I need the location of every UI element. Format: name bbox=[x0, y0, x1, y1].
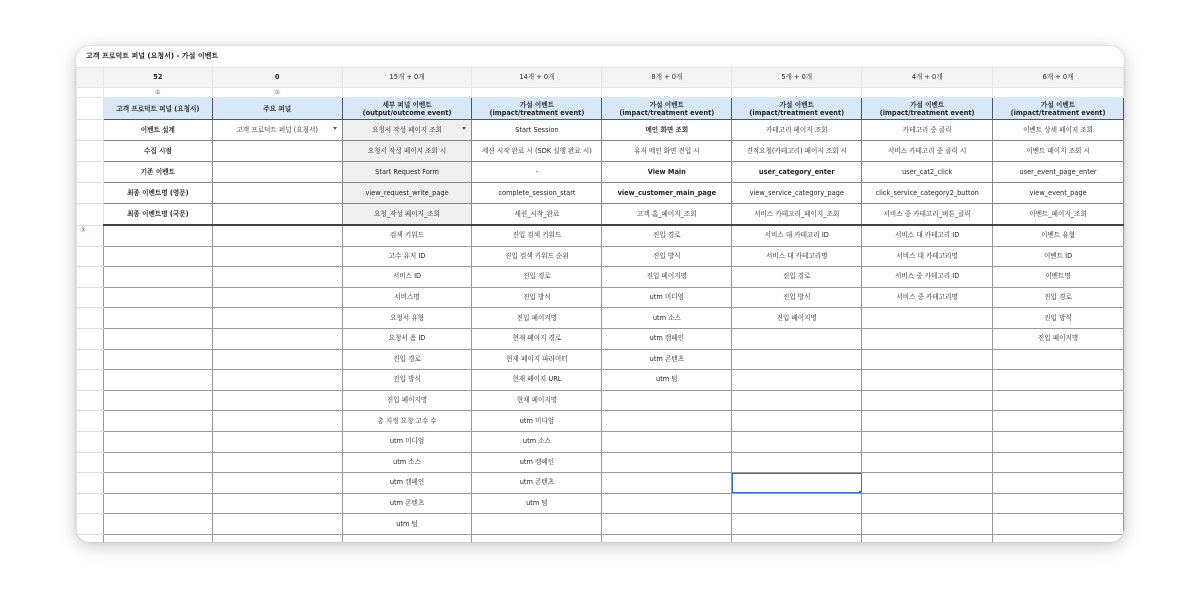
attribute-cell[interactable]: utm 미디엄 bbox=[342, 431, 472, 452]
label-cell[interactable] bbox=[103, 370, 212, 391]
attribute-cell[interactable]: 진입 방식 bbox=[732, 287, 862, 308]
count-cell[interactable]: 14개 + 0개 bbox=[472, 68, 602, 88]
event-row bbox=[77, 183, 1124, 204]
attribute-cell[interactable] bbox=[602, 473, 732, 494]
header-cell[interactable]: 주요 퍼널 bbox=[212, 98, 342, 120]
attribute-cell[interactable]: 진입 페이지명 bbox=[732, 308, 862, 329]
attribute-cell[interactable] bbox=[862, 308, 993, 329]
section-marker: ③ bbox=[80, 225, 86, 234]
event-cell[interactable]: complete_session_start bbox=[472, 183, 602, 204]
attribute-cell[interactable]: utm 소스 bbox=[472, 431, 602, 452]
attribute-cell[interactable] bbox=[602, 390, 732, 411]
event-cell[interactable]: Start Request Form bbox=[342, 162, 472, 183]
event-cell[interactable]: 서비스 카테고리_페이지_조회 bbox=[732, 204, 862, 226]
attribute-row bbox=[77, 225, 1124, 246]
attribute-cell[interactable] bbox=[862, 390, 993, 411]
attribute-cell[interactable]: 서비스 중 카테고리명 bbox=[862, 287, 993, 308]
attribute-cell[interactable]: 진입 방식 bbox=[472, 287, 602, 308]
gutter-cell bbox=[77, 162, 104, 183]
attribute-cell[interactable] bbox=[732, 534, 862, 542]
attribute-cell[interactable]: 고수 유저 ID bbox=[342, 246, 472, 267]
attribute-row bbox=[77, 370, 1124, 391]
event-row bbox=[77, 162, 1124, 183]
attribute-cell[interactable]: utm 텀 bbox=[472, 493, 602, 514]
attribute-row bbox=[77, 390, 1124, 411]
attribute-cell[interactable]: utm 캠페인 bbox=[472, 452, 602, 473]
attribute-cell[interactable] bbox=[993, 431, 1124, 452]
count-cell[interactable]: 5개 + 0개 bbox=[732, 68, 862, 88]
blank-cell[interactable] bbox=[342, 88, 472, 98]
marker-2: ② bbox=[212, 88, 342, 98]
attribute-cell[interactable]: utm 콘텐츠 bbox=[342, 493, 472, 514]
attribute-row bbox=[77, 514, 1124, 535]
fill-handle[interactable] bbox=[859, 491, 862, 494]
attribute-cell[interactable] bbox=[602, 452, 732, 473]
attribute-cell[interactable]: 진입 페이지명 bbox=[472, 308, 602, 329]
attribute-cell[interactable]: 진입 경로 bbox=[602, 225, 732, 246]
attribute-cell[interactable] bbox=[732, 452, 862, 473]
attribute-cell[interactable] bbox=[862, 493, 993, 514]
count-cell[interactable]: 52 bbox=[103, 68, 212, 88]
attribute-cell[interactable]: 이벤트명 bbox=[993, 267, 1124, 288]
gutter-cell bbox=[77, 370, 104, 391]
marker-row bbox=[77, 88, 1124, 98]
attribute-cell[interactable]: 현재 페이지 URL bbox=[472, 370, 602, 391]
event-cell[interactable]: 메인 화면 조회 bbox=[602, 120, 732, 141]
funnel-cell[interactable] bbox=[212, 308, 342, 329]
funnel-cell[interactable] bbox=[212, 431, 342, 452]
funnel-cell[interactable] bbox=[212, 246, 342, 267]
header-cell[interactable]: 가설 이벤트 (impact/treatment event) bbox=[993, 98, 1124, 120]
attribute-cell[interactable]: 서비스 대 카테고리 ID bbox=[862, 225, 993, 246]
attribute-cell[interactable]: utm 캠페인 bbox=[342, 473, 472, 494]
event-cell[interactable]: 카테고리 중 클릭 bbox=[862, 120, 993, 141]
marker-1: ① bbox=[103, 88, 212, 98]
attribute-cell[interactable]: 서비스 ID bbox=[342, 267, 472, 288]
funnel-cell[interactable] bbox=[212, 349, 342, 370]
label-cell[interactable] bbox=[103, 431, 212, 452]
attribute-cell[interactable] bbox=[993, 493, 1124, 514]
header-cell[interactable]: 고객 프로덕트 퍼널 (요청서) bbox=[103, 98, 212, 120]
attribute-row bbox=[77, 431, 1124, 452]
funnel-cell[interactable] bbox=[212, 287, 342, 308]
attribute-cell[interactable]: 진입 경로 bbox=[732, 267, 862, 288]
event-grid bbox=[76, 67, 1124, 542]
attribute-cell[interactable] bbox=[993, 534, 1124, 542]
attribute-cell[interactable] bbox=[602, 534, 732, 542]
attribute-cell[interactable]: 진입 경로 bbox=[472, 267, 602, 288]
header-cell[interactable]: 가설 이벤트 (impact/treatment event) bbox=[732, 98, 862, 120]
event-cell[interactable]: 이벤트_페이지_조회 bbox=[993, 204, 1124, 226]
attribute-cell[interactable] bbox=[862, 328, 993, 349]
attribute-row bbox=[77, 411, 1124, 432]
event-cell[interactable]: view_customer_main_page bbox=[602, 183, 732, 204]
gutter-cell bbox=[77, 225, 104, 246]
attribute-cell[interactable] bbox=[862, 473, 993, 494]
gutter-cell bbox=[77, 287, 104, 308]
attribute-cell[interactable] bbox=[732, 370, 862, 391]
event-cell[interactable]: View Main bbox=[602, 162, 732, 183]
blank-cell[interactable] bbox=[602, 88, 732, 98]
event-cell[interactable]: user_cat2_click bbox=[862, 162, 993, 183]
event-row bbox=[77, 204, 1124, 226]
row-label[interactable]: 최종 이벤트명 (영문) bbox=[103, 183, 212, 204]
attribute-cell[interactable]: 진입 방식 bbox=[342, 370, 472, 391]
row-label[interactable]: 기존 이벤트 bbox=[103, 162, 212, 183]
gutter-cell bbox=[77, 390, 104, 411]
event-cell[interactable]: click_service_category2_button bbox=[862, 183, 993, 204]
attribute-cell[interactable] bbox=[732, 328, 862, 349]
event-cell[interactable]: 이벤트 페이지 조회 시 bbox=[993, 141, 1124, 162]
gutter-cell bbox=[77, 120, 104, 141]
attribute-row bbox=[77, 493, 1124, 514]
label-cell[interactable] bbox=[103, 514, 212, 535]
attribute-cell[interactable] bbox=[602, 431, 732, 452]
gutter-cell bbox=[77, 68, 104, 88]
attribute-cell[interactable]: utm 소스 bbox=[342, 452, 472, 473]
event-cell[interactable]: 세션_시작_완료 bbox=[472, 204, 602, 226]
attribute-cell[interactable]: 진입 페이지명 bbox=[993, 328, 1124, 349]
attribute-cell[interactable]: 서비스 대 카테고리명 bbox=[862, 246, 993, 267]
sheet-title: 고객 프로덕트 퍼널 (요청서) - 가설 이벤트 bbox=[86, 52, 219, 60]
attribute-cell[interactable]: 서비스 중 카테고리 ID bbox=[862, 267, 993, 288]
header-cell[interactable]: 세부 퍼널 이벤트 (output/outcome event) bbox=[342, 98, 472, 120]
gutter-cell bbox=[77, 183, 104, 204]
funnel-cell[interactable] bbox=[212, 370, 342, 391]
attribute-cell[interactable]: 서비스명 bbox=[342, 287, 472, 308]
gutter-cell bbox=[77, 328, 104, 349]
attribute-row bbox=[77, 267, 1124, 288]
header-row bbox=[77, 98, 1124, 120]
attribute-row bbox=[77, 308, 1124, 329]
gutter-cell bbox=[77, 534, 104, 542]
funnel-cell[interactable] bbox=[212, 473, 342, 494]
attribute-cell[interactable]: 진입 페이지명 bbox=[342, 390, 472, 411]
label-cell[interactable] bbox=[103, 473, 212, 494]
event-cell[interactable]: user_event_page_enter bbox=[993, 162, 1124, 183]
row-label[interactable]: 수집 시점 bbox=[103, 141, 212, 162]
attribute-cell[interactable]: utm 텀 bbox=[602, 370, 732, 391]
count-cell[interactable]: 0 bbox=[212, 68, 342, 88]
label-cell[interactable] bbox=[103, 390, 212, 411]
event-cell[interactable]: user_category_enter bbox=[732, 162, 862, 183]
attribute-cell[interactable]: utm 텀 bbox=[342, 514, 472, 535]
label-cell[interactable] bbox=[103, 452, 212, 473]
attribute-cell[interactable] bbox=[993, 370, 1124, 391]
attribute-cell[interactable]: 서비스 대 카테고리 ID bbox=[732, 225, 862, 246]
gutter-cell bbox=[77, 98, 104, 120]
attribute-cell[interactable] bbox=[732, 390, 862, 411]
funnel-cell[interactable] bbox=[212, 267, 342, 288]
attribute-cell[interactable]: 진입 방식 bbox=[602, 246, 732, 267]
label-cell[interactable] bbox=[103, 287, 212, 308]
label-cell[interactable] bbox=[103, 225, 212, 246]
attribute-cell[interactable]: 진입 경로 bbox=[993, 287, 1124, 308]
attribute-row bbox=[77, 246, 1124, 267]
attribute-cell[interactable] bbox=[732, 514, 862, 535]
event-cell[interactable]: view_service_category_page bbox=[732, 183, 862, 204]
attribute-row bbox=[77, 328, 1124, 349]
attribute-cell[interactable]: 진입 페이지명 bbox=[602, 267, 732, 288]
attribute-row bbox=[77, 534, 1124, 542]
attribute-cell[interactable]: 현재 페이지 경로 bbox=[472, 328, 602, 349]
row-label[interactable]: 이벤트 설계 bbox=[103, 120, 212, 141]
attribute-row bbox=[77, 349, 1124, 370]
event-cell[interactable]: view_request_write_page bbox=[342, 183, 472, 204]
event-cell[interactable]: 고객 프로덕트 퍼널 (요청서) bbox=[212, 120, 342, 141]
header-cell[interactable]: 가설 이벤트 (impact/treatment event) bbox=[602, 98, 732, 120]
attribute-cell[interactable] bbox=[602, 493, 732, 514]
event-cell[interactable]: 유저 메인 화면 진입 시 bbox=[602, 141, 732, 162]
event-cell[interactable] bbox=[212, 204, 342, 226]
attribute-cell[interactable] bbox=[862, 514, 993, 535]
chevron-down-icon[interactable] bbox=[333, 127, 337, 130]
attribute-cell[interactable] bbox=[993, 390, 1124, 411]
gutter-cell bbox=[77, 141, 104, 162]
gutter-cell bbox=[77, 473, 104, 494]
attribute-row bbox=[77, 473, 1124, 494]
attribute-cell[interactable]: utm 콘텐츠 bbox=[472, 473, 602, 494]
attribute-cell[interactable]: 서비스 대 카테고리명 bbox=[732, 246, 862, 267]
event-cell[interactable]: 서비스 중 카테고리_버튼_클릭 bbox=[862, 204, 993, 226]
label-cell[interactable] bbox=[103, 493, 212, 514]
blank-cell[interactable] bbox=[862, 88, 993, 98]
count-cell[interactable]: 6개 + 0개 bbox=[993, 68, 1124, 88]
row-label[interactable]: 최종 이벤트명 (국문) bbox=[103, 204, 212, 226]
attribute-cell[interactable] bbox=[993, 514, 1124, 535]
attribute-cell[interactable] bbox=[732, 431, 862, 452]
event-cell[interactable]: view_event_page bbox=[993, 183, 1124, 204]
attribute-cell[interactable]: 진입 검색 키워드 bbox=[472, 225, 602, 246]
attribute-cell[interactable] bbox=[602, 411, 732, 432]
attribute-cell[interactable]: 총 지정 요청 고수 수 bbox=[342, 411, 472, 432]
attribute-cell[interactable] bbox=[993, 473, 1124, 494]
attribute-cell[interactable] bbox=[732, 493, 862, 514]
funnel-cell[interactable] bbox=[212, 390, 342, 411]
attribute-cell[interactable]: 진입 경로 bbox=[342, 349, 472, 370]
attribute-cell[interactable] bbox=[862, 411, 993, 432]
funnel-cell[interactable] bbox=[212, 225, 342, 246]
count-cell[interactable]: 4개 + 0개 bbox=[862, 68, 993, 88]
gutter-cell bbox=[77, 88, 104, 98]
event-cell[interactable]: 카테고리 페이지 조회 bbox=[732, 120, 862, 141]
attribute-cell[interactable] bbox=[862, 534, 993, 542]
attribute-row bbox=[77, 287, 1124, 308]
funnel-cell[interactable] bbox=[212, 514, 342, 535]
attribute-cell[interactable]: 요청서 유형 bbox=[342, 308, 472, 329]
blank-cell[interactable] bbox=[472, 88, 602, 98]
funnel-cell[interactable] bbox=[212, 452, 342, 473]
label-cell[interactable] bbox=[103, 349, 212, 370]
event-cell[interactable]: 서비스 카테고리 중 클릭 시 bbox=[862, 141, 993, 162]
attribute-cell[interactable] bbox=[732, 349, 862, 370]
event-cell[interactable]: 견적요청(카테고리) 페이지 조회 시 bbox=[732, 141, 862, 162]
attribute-cell[interactable] bbox=[993, 411, 1124, 432]
gutter-cell bbox=[77, 514, 104, 535]
gutter-cell bbox=[77, 308, 104, 329]
attribute-cell[interactable] bbox=[862, 370, 993, 391]
gutter-cell bbox=[77, 452, 104, 473]
attribute-cell[interactable] bbox=[472, 534, 602, 542]
event-cell[interactable]: 요청_작성 페이지_조회 bbox=[342, 204, 472, 226]
attribute-cell[interactable] bbox=[862, 431, 993, 452]
attribute-cell[interactable]: utm 콘텐츠 bbox=[602, 349, 732, 370]
count-cell[interactable]: 8개 + 0개 bbox=[602, 68, 732, 88]
label-cell[interactable] bbox=[103, 411, 212, 432]
spreadsheet-frame bbox=[76, 46, 1124, 542]
label-cell[interactable] bbox=[103, 328, 212, 349]
blank-cell[interactable] bbox=[732, 88, 862, 98]
event-cell[interactable]: 요청서 작성 페이지 조회 bbox=[342, 120, 472, 141]
attribute-cell[interactable] bbox=[993, 349, 1124, 370]
funnel-cell[interactable] bbox=[212, 411, 342, 432]
label-cell[interactable] bbox=[103, 267, 212, 288]
gutter-cell bbox=[77, 411, 104, 432]
attribute-cell[interactable]: utm 미디엄 bbox=[472, 411, 602, 432]
label-cell[interactable] bbox=[103, 246, 212, 267]
event-cell[interactable] bbox=[212, 183, 342, 204]
gutter-cell bbox=[77, 267, 104, 288]
attribute-cell[interactable]: 이벤트 ID bbox=[993, 246, 1124, 267]
attribute-cell[interactable]: utm 소스 bbox=[602, 308, 732, 329]
attribute-cell[interactable] bbox=[862, 349, 993, 370]
funnel-cell[interactable] bbox=[212, 534, 342, 542]
event-row bbox=[77, 141, 1124, 162]
attribute-cell[interactable]: utm 캠페인 bbox=[602, 328, 732, 349]
attribute-cell[interactable]: 요청서 폼 ID bbox=[342, 328, 472, 349]
attribute-cell[interactable] bbox=[342, 534, 472, 542]
event-cell[interactable]: 고객 홈_페이지_조회 bbox=[602, 204, 732, 226]
header-cell[interactable]: 가설 이벤트 (impact/treatment event) bbox=[862, 98, 993, 120]
header-cell[interactable]: 가설 이벤트 (impact/treatment event) bbox=[472, 98, 602, 120]
blank-cell[interactable] bbox=[993, 88, 1124, 98]
count-row bbox=[77, 68, 1124, 88]
chevron-down-icon[interactable] bbox=[462, 127, 466, 130]
attribute-row bbox=[77, 452, 1124, 473]
event-cell[interactable]: 이벤트 상세 페이지 조회 bbox=[993, 120, 1124, 141]
attribute-cell[interactable]: 진입 검색 키워드 순위 bbox=[472, 246, 602, 267]
attribute-cell[interactable]: 이벤트 유형 bbox=[993, 225, 1124, 246]
gutter-cell bbox=[77, 246, 104, 267]
attribute-cell[interactable] bbox=[993, 452, 1124, 473]
funnel-cell[interactable] bbox=[212, 493, 342, 514]
gutter-cell bbox=[77, 204, 104, 226]
attribute-cell[interactable]: 진입 방식 bbox=[993, 308, 1124, 329]
attribute-cell[interactable]: 현재 페이지명 bbox=[472, 390, 602, 411]
event-cell[interactable] bbox=[212, 162, 342, 183]
event-cell[interactable] bbox=[212, 141, 342, 162]
attribute-cell[interactable]: 검색 키워드 bbox=[342, 225, 472, 246]
attribute-cell[interactable] bbox=[862, 452, 993, 473]
event-cell[interactable]: - bbox=[472, 162, 602, 183]
event-cell[interactable]: Start Session bbox=[472, 120, 602, 141]
attribute-cell[interactable] bbox=[472, 514, 602, 535]
gutter-cell bbox=[77, 349, 104, 370]
event-cell[interactable]: 세션 시작 완료 시 (SDK 실행 완료 시) bbox=[472, 141, 602, 162]
funnel-cell[interactable] bbox=[212, 328, 342, 349]
attribute-cell[interactable] bbox=[602, 514, 732, 535]
attribute-cell[interactable] bbox=[732, 411, 862, 432]
count-cell[interactable]: 15개 + 0개 bbox=[342, 68, 472, 88]
selected-cell[interactable] bbox=[732, 473, 862, 494]
event-row bbox=[77, 120, 1124, 141]
label-cell[interactable] bbox=[103, 534, 212, 542]
attribute-cell[interactable]: utm 미디엄 bbox=[602, 287, 732, 308]
attribute-cell[interactable]: 현재 페이지 파라미터 bbox=[472, 349, 602, 370]
gutter-cell bbox=[77, 493, 104, 514]
label-cell[interactable] bbox=[103, 308, 212, 329]
gutter-cell bbox=[77, 431, 104, 452]
event-cell[interactable]: 요청서 작성 페이지 조회 시 bbox=[342, 141, 472, 162]
